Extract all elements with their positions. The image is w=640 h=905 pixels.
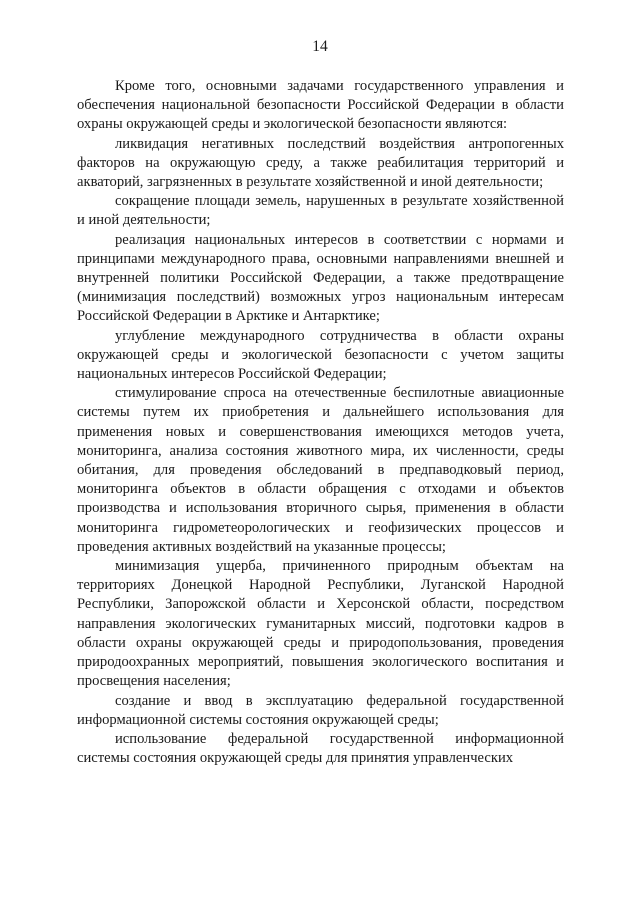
paragraph-item-drone-demand: стимулирование спроса на отечественные беспилотные авиационные системы путем их приобретения и дальнейшего использования для применения новых и совершенствования имеющихся методов учета, мониторинга, анализа состояния животного мира, их численности, среды обитания, для проведения обследований в предпаводковый период, мониторинга объектов в области обращения с отходами и объектов производства и использования вторичного сырья, применения в области мониторинга гидрометеорологических и геофизических процессов и проведения активных воздействий на указанные процессы;	[77, 385, 564, 555]
paragraph-intro: Кроме того, основными задачами государственного управления и обеспечения национальной безопасности Российской Федерации в области охраны окружающей среды и экологической безопасности являются:	[77, 78, 564, 133]
paragraph-item-information-system-use: использование федеральной государственной информационной системы состояния окружающей среды для принятия управленческих	[77, 730, 564, 767]
paragraph-item-damage-minimization: минимизация ущерба, причиненного природным объектам на территориях Донецкой Народной Республики, Луганской Народной Республики, Запорожской области и Херсонской области, посредством направления экологических гуманитарных миссий, подготовки кадров в области охраны окружающей среды и природопользования, проведения природоохранных мероприятий, повышения экологического воспитания и просвещения населения;	[77, 558, 564, 690]
paragraph-item-national-interests: реализация национальных интересов в соответствии с нормами и принципами международного права, основными направлениями внешней и внутренней политики Российской Федерации, а также предотвращение (минимизация последствий) возможных угроз национальным интересам Российской Федерации в Арктике и Антарктике;	[77, 231, 564, 325]
document-body	[77, 77, 564, 768]
paragraph-item-international-cooperation: углубление международного сотрудничества в области охраны окружающей среды и экологической безопасности с учетом защиты национальных интересов Российской Федерации;	[77, 327, 564, 383]
page-number: 14	[312, 38, 328, 55]
paragraph-item-liquidation: ликвидация негативных последствий воздействия антропогенных факторов на окружающую среду, а также реабилитация территорий и акваторий, загрязненных в результате хозяйственной и иной деятельности;	[77, 135, 564, 191]
paragraph-item-land-reduction: сокращение площади земель, нарушенных в результате хозяйственной и иной деятельности;	[77, 193, 564, 229]
paragraph-item-information-system-creation: создание и ввод в эксплуатацию федеральной государственной информационной системы состояния окружающей среды;	[77, 692, 564, 728]
